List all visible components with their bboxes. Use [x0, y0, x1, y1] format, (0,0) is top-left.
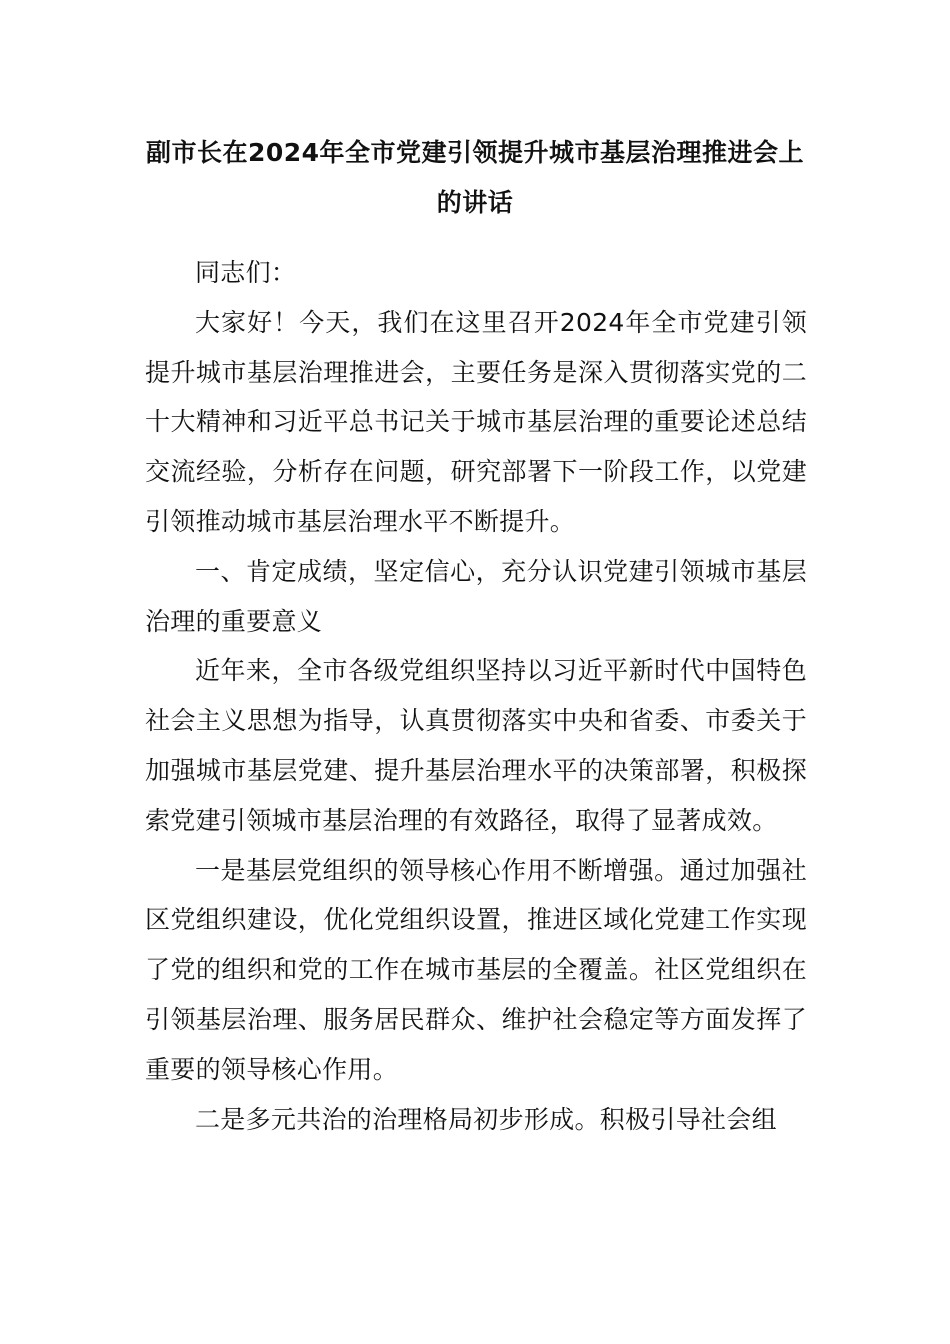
- document-body: [145, 248, 807, 1144]
- paragraph-salutation: 同志们：: [195, 258, 297, 287]
- paragraph-point-1: 一是基层党组织的领导核心作用不断增强。通过加强社区党组织建设，优化党组织设置，推进区域化党建工作实现了党的组织和党的工作在城市基层的全覆盖。社区党组织在引领基层治理、服务居民群众、维护社会稳定等方面发挥了重要的领导核心作用。: [145, 855, 807, 1084]
- section-heading-1: 一、肯定成绩，坚定信心，充分认识党建引领城市基层治理的重要意义: [145, 556, 807, 636]
- paragraph-opening: 大家好！今天，我们在这里召开2024年全市党建引领提升城市基层治理推进会，主要任务是深入贯彻落实党的二十大精神和习近平总书记关于城市基层治理的重要论述总结交流经验，分析存在问题，研究部署下一阶段工作，以党建引领推动城市基层治理水平不断提升。: [145, 307, 807, 536]
- paragraph-achievements: 近年来，全市各级党组织坚持以习近平新时代中国特色社会主义思想为指导，认真贯彻落实中央和省委、市委关于加强城市基层党建、提升基层治理水平的决策部署，积极探索党建引领城市基层治理的有效路径，取得了显著成效。: [145, 656, 807, 835]
- paragraph-point-2: 二是多元共治的治理格局初步形成。积极引导社会组: [195, 1104, 777, 1134]
- document-title: 副市长在2024年全市党建引领提升城市基层治理推进会上的讲话: [145, 138, 805, 217]
